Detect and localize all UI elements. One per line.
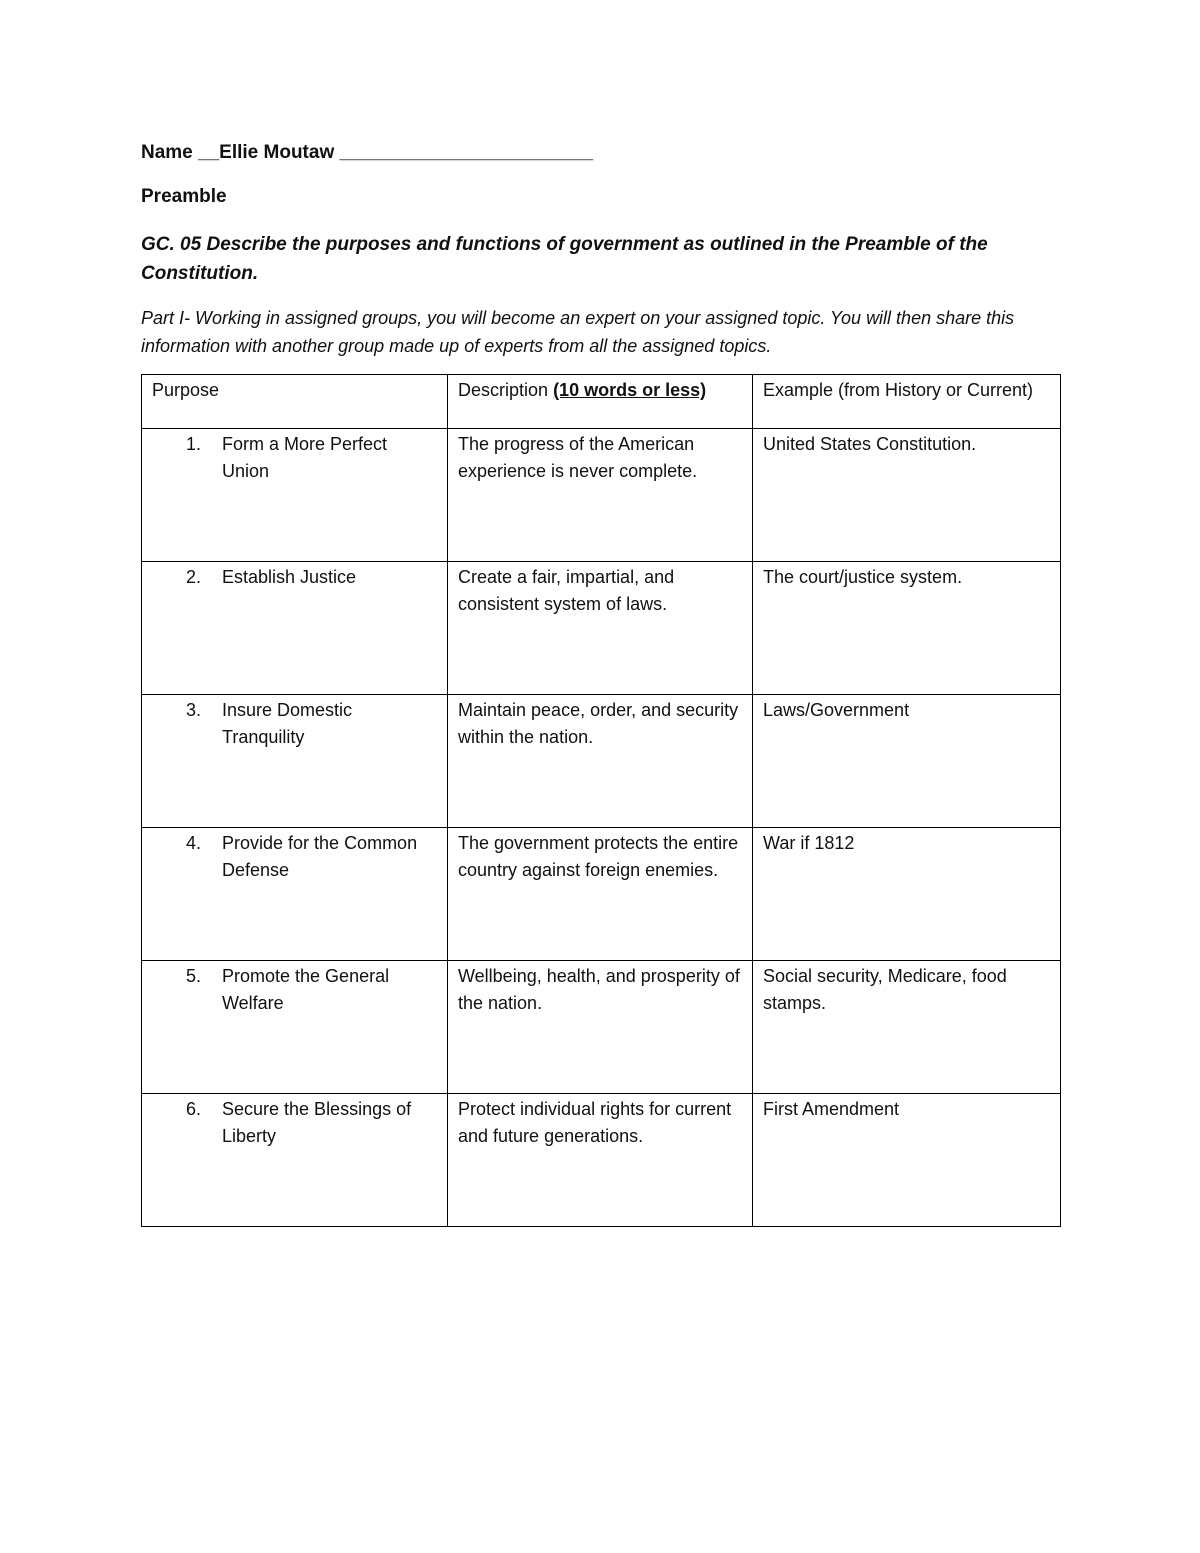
purpose-number: 1. <box>186 434 202 454</box>
purpose-number: 6. <box>186 1099 202 1119</box>
description-cell: The government protects the entire country against foreign enemies. <box>448 828 753 961</box>
purpose-number: 5. <box>186 966 202 986</box>
purpose-text: Promote the General Welfare <box>222 966 390 1013</box>
example-column-header: Example (from History or Current) <box>753 375 1061 429</box>
purpose-cell <box>142 1094 448 1227</box>
purpose-cell <box>142 562 448 695</box>
table-header-row <box>142 375 1061 429</box>
purpose-number: 2. <box>186 567 202 587</box>
instructions-text: Part I- Working in assigned groups, you will become an expert on your assigned topic. You will then share this information with another group made up of experts from all the assigned topics. <box>141 308 1015 356</box>
description-cell: Protect individual rights for current and future generations. <box>448 1094 753 1227</box>
example-cell: United States Constitution. <box>753 429 1061 562</box>
purpose-list-item <box>152 431 437 485</box>
description-column-header <box>448 375 753 429</box>
purpose-list-item <box>152 564 437 591</box>
purpose-list-item <box>152 697 437 751</box>
purpose-list-item <box>152 963 437 1017</box>
description-cell: Wellbeing, health, and prosperity of the nation. <box>448 961 753 1094</box>
standard-statement: GC. 05 Describe the purposes and functions of government as outlined in the Preamble of the Constitution. <box>141 234 988 284</box>
description-word-limit: (10 words or less) <box>553 380 707 400</box>
example-cell: First Amendment <box>753 1094 1061 1227</box>
purpose-column-header: Purpose <box>142 375 448 429</box>
description-cell: The progress of the American experience is never complete. <box>448 429 753 562</box>
table-row <box>142 961 1061 1094</box>
page-title: Preamble <box>141 186 227 207</box>
purpose-cell <box>142 429 448 562</box>
table-row <box>142 562 1061 695</box>
purpose-list-item <box>152 1096 437 1150</box>
table-row <box>142 1094 1061 1227</box>
purpose-list-item <box>152 830 437 884</box>
purpose-text: Establish Justice <box>222 567 357 587</box>
example-cell: Laws/Government <box>753 695 1061 828</box>
purpose-text: Insure Domestic Tranquility <box>222 700 353 747</box>
purpose-text: Form a More Perfect Union <box>222 434 388 481</box>
purpose-cell <box>142 695 448 828</box>
example-cell: War if 1812 <box>753 828 1061 961</box>
purpose-number: 4. <box>186 833 202 853</box>
table-row <box>142 429 1061 562</box>
description-cell: Maintain peace, order, and security within the nation. <box>448 695 753 828</box>
description-header-label: Description <box>458 380 549 400</box>
purpose-cell <box>142 828 448 961</box>
example-cell: Social security, Medicare, food stamps. <box>753 961 1061 1094</box>
preamble-purposes-table <box>141 374 1061 1227</box>
purpose-cell <box>142 961 448 1094</box>
table-row <box>142 828 1061 961</box>
purpose-text: Secure the Blessings of Liberty <box>222 1099 412 1146</box>
example-cell: The court/justice system. <box>753 562 1061 695</box>
purpose-text: Provide for the Common Defense <box>222 833 418 880</box>
purpose-number: 3. <box>186 700 202 720</box>
description-cell: Create a fair, impartial, and consistent system of laws. <box>448 562 753 695</box>
student-name-line: Name __Ellie Moutaw ________________________ <box>141 142 594 163</box>
table-row <box>142 695 1061 828</box>
